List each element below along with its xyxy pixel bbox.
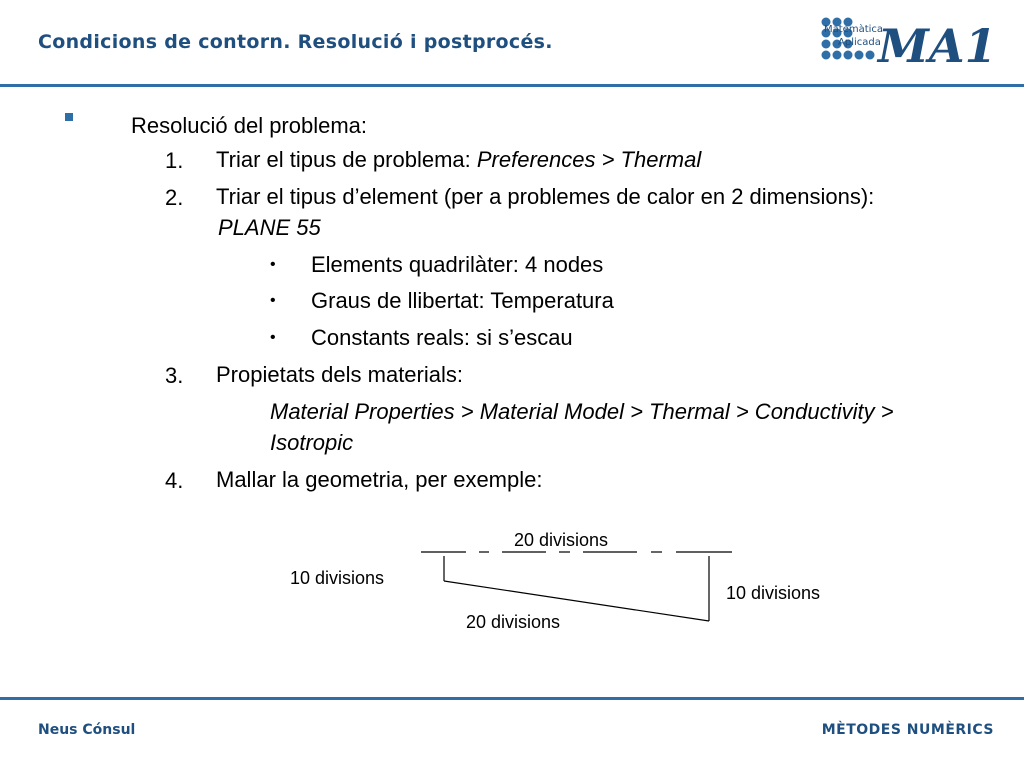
sub-item-3: Constants reals: si s’escau [311, 325, 573, 350]
bullet-dot-icon: • [270, 256, 276, 273]
item-3-plain: Propietats dels materials: [216, 362, 463, 387]
bullet-dot-icon: • [270, 292, 276, 309]
footer-course: MÈTODES NUMÈRICS [821, 722, 994, 738]
item-3-italic-1: Material Properties > Material Model > Thermal > Conductivity > [270, 399, 894, 424]
item-1-plain: Triar el tipus de problema: [216, 147, 477, 172]
item-4-number: 4. [165, 468, 184, 493]
footer-divider [0, 697, 1024, 700]
item-2-number: 2. [165, 185, 184, 210]
sub-item-1: Elements quadrilàter: 4 nodes [311, 252, 604, 277]
item-2-italic: PLANE 55 [218, 215, 321, 240]
item-4-text: Mallar la geometria, per exemple: [216, 467, 543, 492]
diagram-left-label: 10 divisions [290, 568, 385, 588]
item-3-italic-2: Isotropic [270, 430, 354, 455]
sub-item-2: Graus de llibertat: Temperatura [311, 288, 614, 313]
main-heading: Resolució del problema: [131, 113, 368, 138]
slide-title: Condicions de contorn. Resolució i postprocés. [38, 31, 553, 53]
logo-text-1: Matemàtica [824, 24, 884, 35]
item-1-italic: Preferences > Thermal [476, 147, 702, 172]
item-1-number: 1. [165, 148, 184, 173]
item-3-number: 3. [165, 363, 184, 388]
diagram-bottom-label: 20 divisions [466, 612, 561, 632]
logo-text-2: Aplicada [838, 37, 881, 48]
diagram-top-label: 20 divisions [514, 530, 609, 550]
bullet-dot-icon: • [270, 329, 276, 346]
diagram-right-label: 10 divisions [726, 583, 821, 603]
footer-author: Neus Cónsul [38, 722, 136, 738]
logo-mark: MA1 [878, 19, 997, 72]
mesh-diagram-lines [421, 552, 732, 621]
item-2-plain: Triar el tipus d’element (per a problemes de calor en 2 dimensions): [216, 184, 875, 209]
